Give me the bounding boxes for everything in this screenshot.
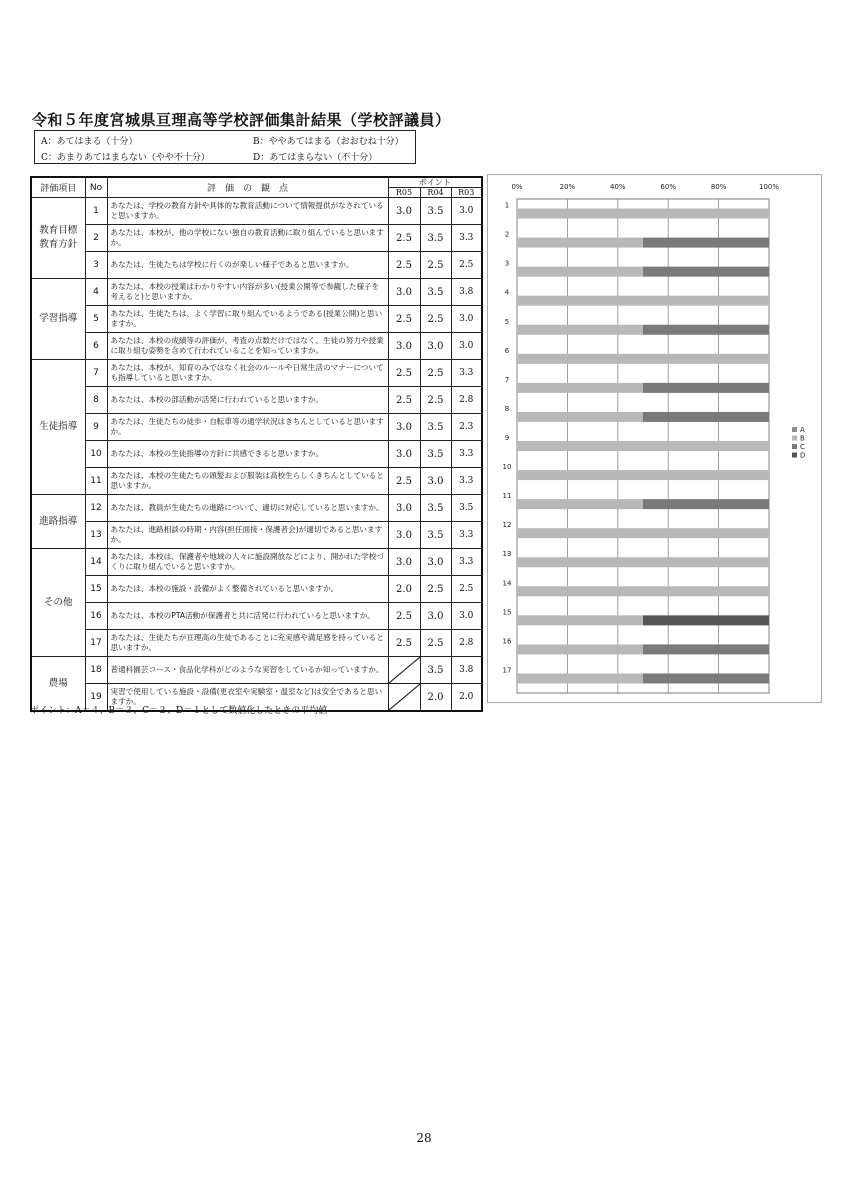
- row-number: 11: [85, 468, 107, 495]
- row-number: 18: [85, 657, 107, 684]
- bar-b: [517, 354, 769, 364]
- viewpoint-text: あなたは、本校の施設・設備がよく整備されていると思いますか。: [107, 576, 388, 603]
- table-row: [31, 333, 482, 360]
- viewpoint-text: あなたは、本校の部活動が活発に行われていると思いますか。: [107, 387, 388, 414]
- point-r03: 3.3: [451, 441, 482, 468]
- table-row: [31, 414, 482, 441]
- table-row: [31, 252, 482, 279]
- header-category: 評価項目: [31, 177, 85, 198]
- y-tick-label: 15: [502, 608, 512, 617]
- legend-label: B: [800, 434, 805, 443]
- table-row: [31, 198, 482, 225]
- page-title: 令和５年度宮城県亘理高等学校評価集計結果（学校評議員）: [32, 111, 451, 129]
- bar-b: [517, 615, 643, 625]
- table-row: [31, 630, 482, 657]
- row-number: 1: [85, 198, 107, 225]
- point-r04: 2.5: [420, 630, 451, 657]
- bar-b: [517, 528, 769, 538]
- legend-b: B：ややあてはまる（おおむね十分）: [253, 137, 404, 147]
- bar-c: [643, 267, 769, 277]
- point-r04: 3.5: [420, 441, 451, 468]
- point-r05: 2.0: [388, 576, 420, 603]
- legend-label: C: [800, 443, 805, 451]
- viewpoint-text: あなたは、生徒たちが亘理高の生徒であることに充実感や満足感を持っていると思いますか。: [107, 630, 388, 657]
- point-r04: 2.5: [420, 387, 451, 414]
- point-r04: 2.5: [420, 252, 451, 279]
- bar-b: [517, 586, 769, 596]
- y-tick-label: 5: [504, 317, 510, 326]
- y-tick-label: 10: [502, 463, 512, 472]
- point-r03: 3.3: [451, 225, 482, 252]
- row-number: 15: [85, 576, 107, 603]
- point-r05: 3.0: [388, 333, 420, 360]
- point-r03: 3.0: [451, 198, 482, 225]
- table-row: [31, 225, 482, 252]
- header-no: No: [85, 177, 107, 198]
- point-r03: 3.5: [451, 495, 482, 522]
- viewpoint-text: あなたは、教員が生徒たちの進路について、適切に対応していると思いますか。: [107, 495, 388, 522]
- bar-b: [517, 412, 643, 422]
- x-tick-label: 40%: [610, 183, 626, 191]
- point-r05: 3.0: [388, 198, 420, 225]
- evaluation-table-body: [31, 198, 482, 712]
- point-r03: 2.0: [451, 684, 482, 712]
- viewpoint-text: あなたは、本校の生徒たちの頭髪および服装は高校生らしくきちんとしていると思いますか。: [107, 468, 388, 495]
- viewpoint-text: あなたは、本校が、知育のみではなく社会のルールや日常生活のマナーについても指導していると思いますか。: [107, 360, 388, 387]
- y-tick-label: 13: [502, 550, 512, 559]
- point-r03: 2.5: [451, 576, 482, 603]
- row-number: 3: [85, 252, 107, 279]
- table-row: [31, 360, 482, 387]
- point-r05: 2.5: [388, 603, 420, 630]
- table-row: [31, 603, 482, 630]
- legend-swatch-c: [792, 444, 797, 449]
- bar-b: [517, 383, 643, 393]
- y-tick-label: 9: [504, 434, 510, 442]
- table-row: [31, 468, 482, 495]
- table-row: [31, 576, 482, 603]
- viewpoint-text: あなたは、生徒たちは、よく学習に取り組んでいるようである(授業公開)と思いますか。: [107, 306, 388, 333]
- category-cell: 学習指導: [31, 279, 85, 360]
- y-tick-label: 7: [504, 375, 510, 384]
- bar-b: [517, 470, 769, 480]
- table-row: [31, 387, 482, 414]
- point-r05: 3.0: [388, 414, 420, 441]
- row-number: 12: [85, 495, 107, 522]
- legend-label: A: [800, 426, 805, 434]
- point-r03: 3.8: [451, 657, 482, 684]
- bar-b: [517, 325, 643, 335]
- point-r04: 3.0: [420, 603, 451, 630]
- point-r04: 2.5: [420, 576, 451, 603]
- footnote: ポイント：A＝４、B＝３、C＝２、D＝１として数値化したときの平均値: [30, 706, 328, 716]
- point-r04: 3.0: [420, 549, 451, 576]
- row-number: 13: [85, 522, 107, 549]
- viewpoint-text: あなたは、本校の生徒指導の方針に共感できると思いますか。: [107, 441, 388, 468]
- row-number: 6: [85, 333, 107, 360]
- table-row: [31, 657, 482, 684]
- point-r03: 3.3: [451, 468, 482, 495]
- point-r04: 3.5: [420, 657, 451, 684]
- legend-label: D: [800, 451, 806, 460]
- y-tick-label: 14: [502, 579, 512, 588]
- legend-d: D：あてはまらない（不十分）: [253, 153, 378, 163]
- rating-distribution-chart: [487, 174, 822, 703]
- viewpoint-text: あなたは、本校が、他の学校にない独自の教育活動に取り組んでいると思いますか。: [107, 225, 388, 252]
- table-row: [31, 441, 482, 468]
- row-number: 7: [85, 360, 107, 387]
- row-number: 14: [85, 549, 107, 576]
- table-row: [31, 306, 482, 333]
- header-r03: R03: [451, 188, 482, 198]
- header-r04: R04: [420, 188, 451, 198]
- point-r05: 2.5: [388, 225, 420, 252]
- bar-b: [517, 296, 769, 306]
- point-r03: 2.3: [451, 414, 482, 441]
- legend-a: A：あてはまる（十分）: [41, 137, 138, 147]
- legend-swatch-b: [792, 436, 797, 441]
- point-r03: 3.0: [451, 333, 482, 360]
- y-tick-label: 11: [502, 492, 512, 501]
- x-tick-label: 20%: [559, 183, 576, 191]
- not-applicable-cell: [388, 657, 420, 684]
- point-r05: 3.0: [388, 441, 420, 468]
- bar-b: [517, 209, 769, 219]
- row-number: 19: [85, 684, 107, 712]
- y-tick-label: 8: [504, 404, 510, 413]
- row-number: 16: [85, 603, 107, 630]
- point-r03: 3.3: [451, 360, 482, 387]
- point-r04: 3.5: [420, 279, 451, 306]
- point-r04: 3.5: [420, 198, 451, 225]
- header-points: ポイント: [388, 177, 482, 188]
- page-number: 28: [416, 1131, 432, 1145]
- bar-b: [517, 238, 643, 248]
- viewpoint-text: あなたは、生徒たちは学校に行くのが楽しい様子であると思いますか。: [107, 252, 388, 279]
- point-r05: 2.5: [388, 306, 420, 333]
- point-r05: 3.0: [388, 549, 420, 576]
- viewpoint-text: 実習で使用している施設・設備(更衣室や実験室・温室など)は安全であると思いますか。: [107, 684, 388, 712]
- viewpoint-text: あなたは、生徒たちの徒歩・自転車等の通学状況はきちんとしていると思いますか。: [107, 414, 388, 441]
- bar-b: [517, 499, 643, 509]
- not-applicable-cell: [388, 684, 420, 712]
- point-r04: 3.5: [420, 225, 451, 252]
- point-r05: 2.5: [388, 468, 420, 495]
- viewpoint-text: あなたは、本校のPTA活動が保護者と共に活発に行われていると思いますか。: [107, 603, 388, 630]
- row-number: 8: [85, 387, 107, 414]
- viewpoint-text: あなたは、学校の教育方針や具体的な教育活動について情報提供がなされていると思いますか。: [107, 198, 388, 225]
- y-tick-label: 3: [504, 259, 510, 268]
- y-tick-label: 16: [502, 637, 512, 646]
- y-tick-label: 6: [504, 346, 510, 355]
- category-cell: その他: [31, 549, 85, 657]
- point-r05: 3.0: [388, 495, 420, 522]
- category-cell: 進路指導: [31, 495, 85, 549]
- category-cell: 農場: [31, 657, 85, 712]
- x-tick-label: 0%: [511, 183, 523, 191]
- row-number: 17: [85, 630, 107, 657]
- row-number: 5: [85, 306, 107, 333]
- point-r03: 3.0: [451, 603, 482, 630]
- point-r05: 2.5: [388, 630, 420, 657]
- y-tick-label: 4: [504, 288, 510, 297]
- table-row: [31, 549, 482, 576]
- table-row: [31, 279, 482, 306]
- viewpoint-text: あなたは、本校の授業はわかりやすい内容が多い(授業公開等で参観した様子を考えると)と思いますか。: [107, 279, 388, 306]
- chart-svg: [488, 175, 821, 702]
- point-r03: 3.8: [451, 279, 482, 306]
- table-row: [31, 522, 482, 549]
- point-r03: 2.5: [451, 252, 482, 279]
- legend-swatch-a: [792, 427, 797, 432]
- bar-b: [517, 644, 643, 654]
- viewpoint-text: あなたは、本校の成績等の評価が、考査の点数だけではなく、生徒の努力や授業に取り組む姿勢を含めて行われていることを知っていますか。: [107, 333, 388, 360]
- viewpoint-text: あなたは、進路相談の時期・内容(担任面接・保護者会)が適切であると思いますか。: [107, 522, 388, 549]
- point-r03: 2.8: [451, 387, 482, 414]
- category-cell: 教育目標 教育方針: [31, 198, 85, 279]
- viewpoint-text: あなたは、本校は、保護者や地域の人々に施設開放などにより、開かれた学校づくりに取り組んでいると思いますか。: [107, 549, 388, 576]
- point-r04: 3.5: [420, 522, 451, 549]
- point-r05: 3.0: [388, 279, 420, 306]
- point-r05: 2.5: [388, 387, 420, 414]
- x-tick-label: 60%: [660, 183, 676, 191]
- point-r05: 2.5: [388, 360, 420, 387]
- evaluation-table: [30, 176, 483, 712]
- bar-c: [643, 673, 769, 683]
- y-tick-label: 17: [502, 666, 512, 675]
- y-tick-label: 1: [504, 201, 510, 210]
- point-r05: 2.5: [388, 252, 420, 279]
- point-r05: 3.0: [388, 522, 420, 549]
- bar-c: [643, 325, 769, 335]
- y-tick-label: 2: [504, 230, 510, 239]
- header-r05: R05: [388, 188, 420, 198]
- bar-c: [643, 383, 769, 393]
- bar-b: [517, 441, 769, 451]
- row-number: 10: [85, 441, 107, 468]
- legend-c: C：あまりあてはまらない（やや不十分）: [41, 153, 210, 163]
- point-r04: 2.5: [420, 360, 451, 387]
- bar-d: [643, 615, 769, 625]
- viewpoint-text: 普通科園芸コース・食品化学科がどのような実習をしているか知っていますか。: [107, 657, 388, 684]
- x-tick-label: 100%: [758, 183, 780, 191]
- point-r04: 3.0: [420, 468, 451, 495]
- y-tick-label: 12: [502, 521, 512, 530]
- bar-b: [517, 673, 643, 683]
- point-r04: 3.5: [420, 495, 451, 522]
- row-number: 2: [85, 225, 107, 252]
- point-r03: 3.3: [451, 522, 482, 549]
- category-cell: 生徒指導: [31, 360, 85, 495]
- point-r04: 2.0: [420, 684, 451, 712]
- bar-c: [643, 412, 769, 422]
- x-tick-label: 80%: [710, 183, 727, 191]
- point-r03: 3.3: [451, 549, 482, 576]
- bar-c: [643, 238, 769, 248]
- row-number: 4: [85, 279, 107, 306]
- row-number: 9: [85, 414, 107, 441]
- bar-c: [643, 644, 769, 654]
- table-row: [31, 495, 482, 522]
- point-r03: 3.0: [451, 306, 482, 333]
- point-r03: 2.8: [451, 630, 482, 657]
- legend-swatch-d: [792, 453, 797, 458]
- point-r04: 3.5: [420, 414, 451, 441]
- point-r04: 3.0: [420, 333, 451, 360]
- point-r04: 2.5: [420, 306, 451, 333]
- bar-b: [517, 557, 769, 567]
- bar-c: [643, 499, 769, 509]
- header-viewpoint: 評 価 の 観 点: [107, 177, 388, 198]
- rating-legend-box: [34, 130, 416, 164]
- bar-b: [517, 267, 643, 277]
